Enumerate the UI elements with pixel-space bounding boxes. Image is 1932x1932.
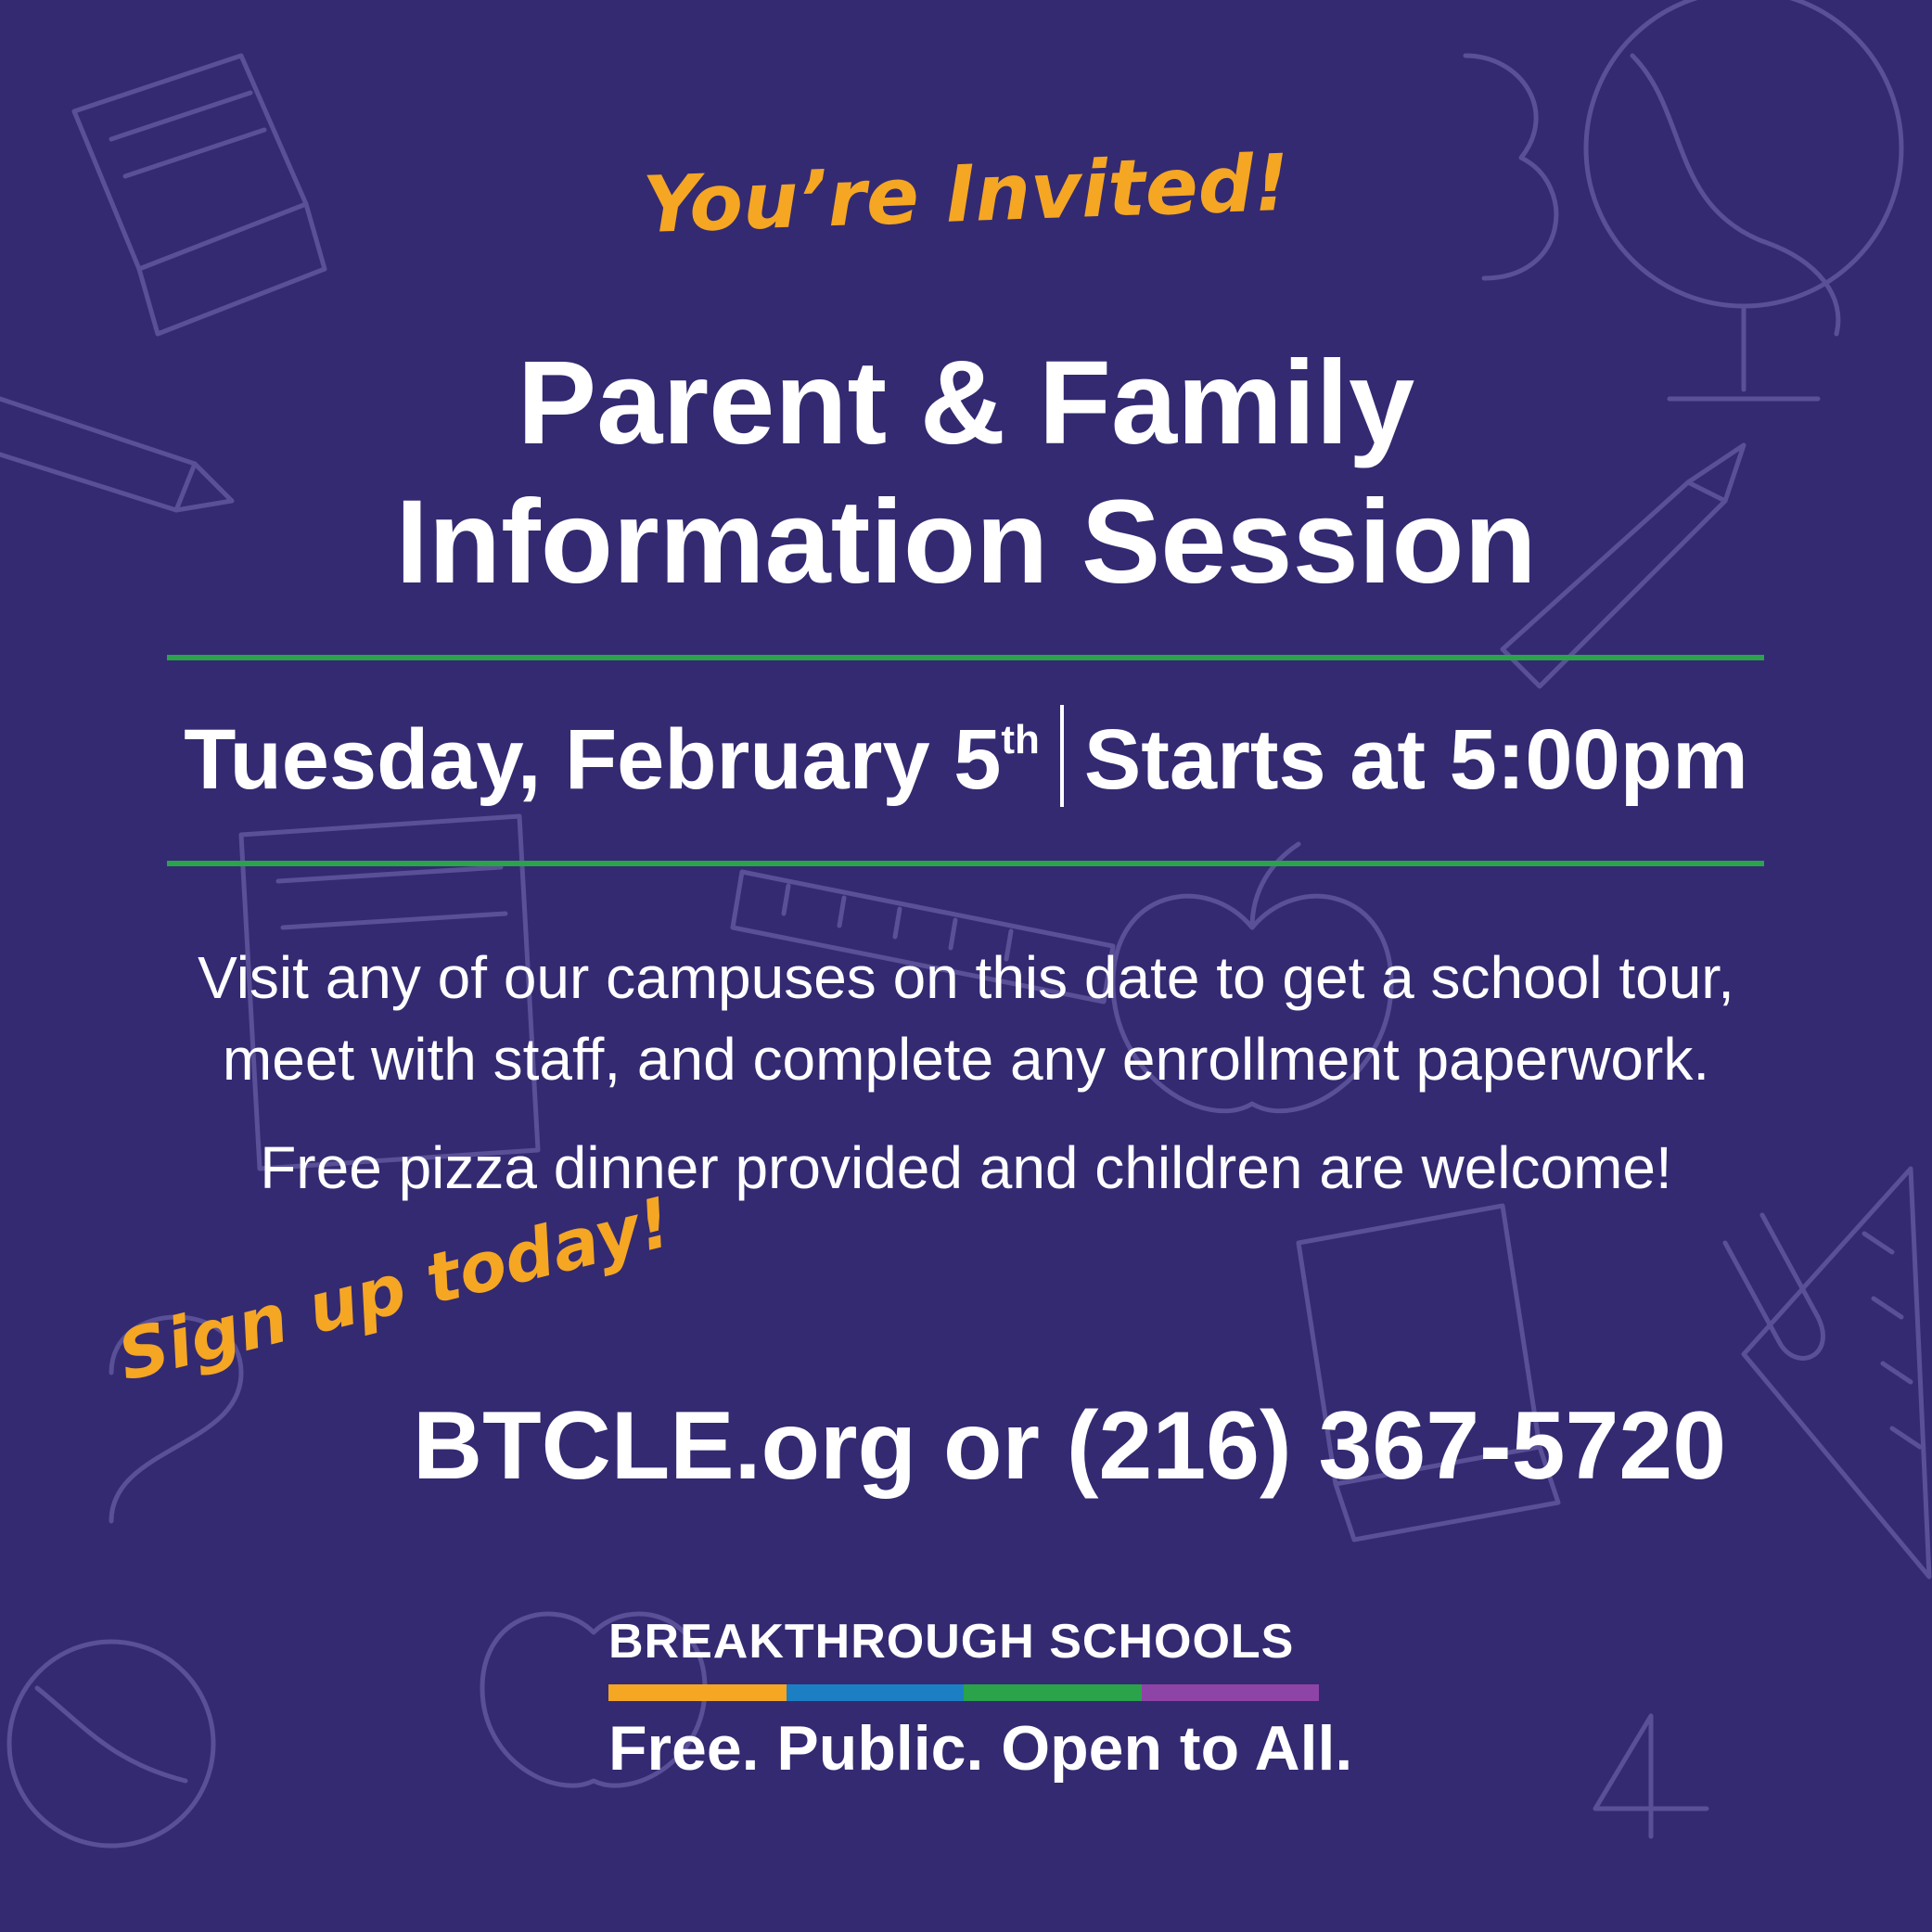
globe-icon [9,1642,213,1846]
divider-top [167,655,1764,660]
date-suffix: th [1001,717,1040,762]
event-perks: Free pizza dinner provided and children are welcome! [260,1134,1672,1201]
event-time: Starts at 5:00pm [1083,712,1748,807]
title-line-2: Information Session [395,476,1537,608]
event-title [0,334,1932,612]
event-description [0,937,1932,1100]
brand-name: BREAKTHROUGH SCHOOLS [608,1615,1295,1669]
signup-callout: Sign up today! [110,1182,680,1397]
paperclip-icon [1725,1215,1823,1358]
description-line-2: meet with staff, and complete any enrollment paperwork. [222,1026,1710,1093]
bar-segment-purple [1142,1684,1320,1701]
bar-segment-blue [787,1684,965,1701]
brand-color-bar [608,1684,1319,1701]
brand-tagline: Free. Public. Open to All. [608,1713,1353,1784]
title-line-1: Parent & Family [517,337,1415,469]
description-line-1: Visit any of our campuses on this date to get a school tour, [198,944,1734,1011]
contact-info[interactable]: BTCLE.org or (216) 367-5720 [413,1392,1727,1500]
divider-bottom [167,861,1764,866]
invited-heading: You’re Invited! [641,136,1291,251]
bar-segment-orange [608,1684,787,1701]
event-date: Tuesday, February 5 [184,712,1002,807]
date-time-line [0,705,1932,809]
bar-segment-green [964,1684,1142,1701]
date-separator [1060,705,1064,807]
